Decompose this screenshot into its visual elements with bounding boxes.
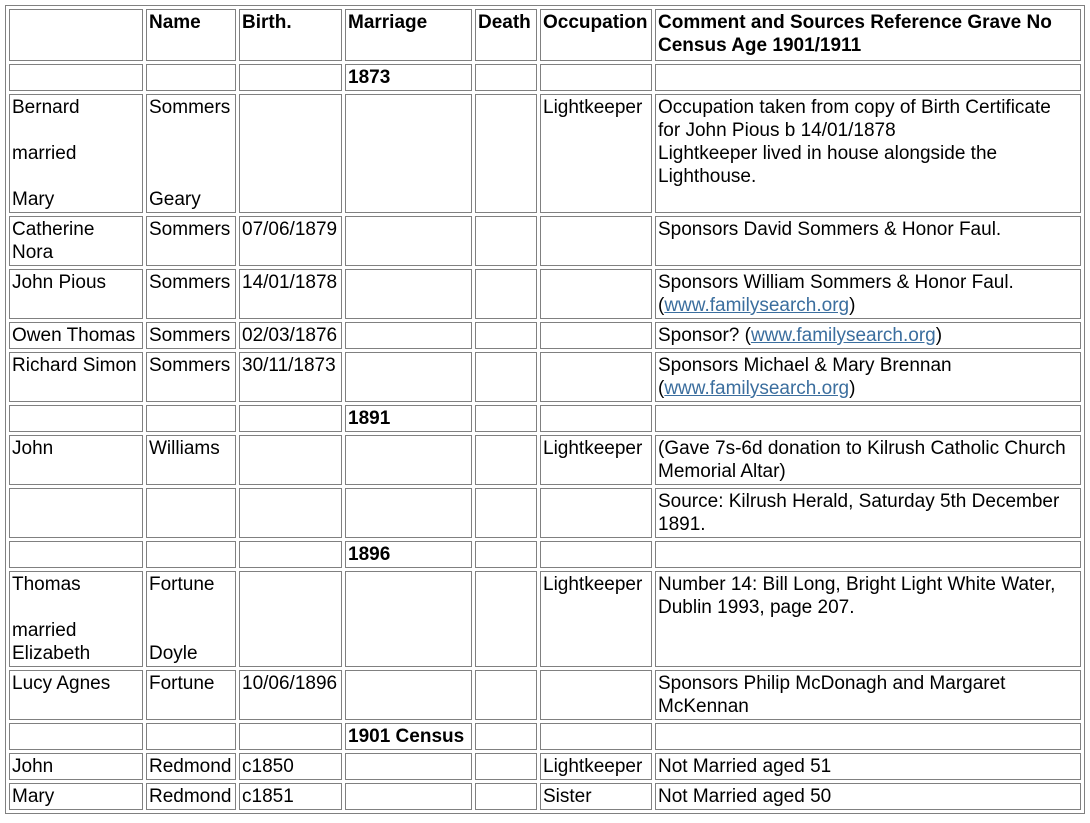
first-name-cell: John — [9, 753, 143, 780]
table-row-lucy — [9, 670, 1081, 720]
surname-cell: Fortune Doyle — [146, 571, 236, 667]
table-row-source-1891 — [9, 488, 1081, 538]
surname-cell: Sommers Geary — [146, 94, 236, 213]
table-row-owen — [9, 322, 1081, 349]
section-row-1891 — [9, 405, 1081, 432]
genealogy-table — [5, 5, 1085, 814]
occupation-cell: Lightkeeper — [540, 753, 652, 780]
birth-cell: c1850 — [239, 753, 342, 780]
birth-cell: c1851 — [239, 783, 342, 810]
surname-cell: Sommers — [146, 322, 236, 349]
first-name-cell: Thomas married Elizabeth — [9, 571, 143, 667]
first-name-cell: Catherine Nora — [9, 216, 143, 266]
occupation-cell: Lightkeeper — [540, 94, 652, 213]
table-row-catherine — [9, 216, 1081, 266]
table-row-john-williams — [9, 435, 1081, 485]
header-marriage: Marriage — [345, 9, 472, 61]
surname-cell: Fortune — [146, 670, 236, 720]
section-row-1873 — [9, 64, 1081, 91]
section-label: 1901 Census — [345, 723, 472, 750]
table-row-john-redmond — [9, 753, 1081, 780]
comment-cell: Sponsors David Sommers & Honor Faul. — [655, 216, 1081, 266]
table-row-richard — [9, 352, 1081, 402]
header-death: Death — [475, 9, 537, 61]
header-occupation: Occupation — [540, 9, 652, 61]
first-name-cell: Mary — [9, 783, 143, 810]
familysearch-link[interactable]: www.familysearch.org — [750, 325, 936, 346]
section-row-1901-census — [9, 723, 1081, 750]
comment-cell: (Gave 7s-6d donation to Kilrush Catholic Church Memorial Altar) — [655, 435, 1081, 485]
occupation-cell: Sister — [540, 783, 652, 810]
header-row — [9, 9, 1081, 61]
birth-cell: 10/06/1896 — [239, 670, 342, 720]
first-name-cell: Bernard married Mary — [9, 94, 143, 213]
first-name-cell: John Pious — [9, 269, 143, 319]
occupation-cell: Lightkeeper — [540, 571, 652, 667]
surname-cell: Williams — [146, 435, 236, 485]
header-birth: Birth. — [239, 9, 342, 61]
birth-cell: 30/11/1873 — [239, 352, 342, 402]
first-name-cell: John — [9, 435, 143, 485]
comment-cell: Not Married aged 50 — [655, 783, 1081, 810]
table-row-bernard — [9, 94, 1081, 213]
header-name: Name — [146, 9, 236, 61]
first-name-cell: Lucy Agnes — [9, 670, 143, 720]
header-comment — [655, 9, 1081, 61]
section-label: 1873 — [345, 64, 472, 91]
birth-cell: 02/03/1876 — [239, 322, 342, 349]
first-name-cell: Richard Simon — [9, 352, 143, 402]
surname-cell: Sommers — [146, 269, 236, 319]
table-row-mary-redmond — [9, 783, 1081, 810]
comment-cell: Source: Kilrush Herald, Saturday 5th December 1891. — [655, 488, 1081, 538]
header-first-name — [9, 9, 143, 61]
comment-cell: Not Married aged 51 — [655, 753, 1081, 780]
section-row-1896 — [9, 541, 1081, 568]
surname-cell: Sommers — [146, 216, 236, 266]
header-comment-line2: Census Age 1901/1911 — [658, 35, 862, 56]
occupation-cell: Lightkeeper — [540, 435, 652, 485]
table-row-john-pious — [9, 269, 1081, 319]
comment-cell: Occupation taken from copy of Birth Certificate for John Pious b 14/01/1878 Lightkeeper lived in house alongside the Lighthouse. — [655, 94, 1081, 213]
surname-cell: Redmond — [146, 783, 236, 810]
comment-cell: Sponsors Philip McDonagh and Margaret McKennan — [655, 670, 1081, 720]
section-label: 1891 — [345, 405, 472, 432]
surname-cell: Redmond — [146, 753, 236, 780]
comment-cell: Sponsors William Sommers & Honor Faul. (www.familysearch.org) — [655, 269, 1081, 319]
familysearch-link[interactable]: www.familysearch.org — [664, 378, 850, 399]
section-label: 1896 — [345, 541, 472, 568]
surname-cell: Sommers — [146, 352, 236, 402]
comment-cell: Sponsor? (www.familysearch.org) — [655, 322, 1081, 349]
comment-cell: Number 14: Bill Long, Bright Light White Water, Dublin 1993, page 207. — [655, 571, 1081, 667]
birth-cell: 07/06/1879 — [239, 216, 342, 266]
familysearch-link[interactable]: www.familysearch.org — [664, 295, 850, 316]
first-name-cell: Owen Thomas — [9, 322, 143, 349]
comment-cell: Sponsors Michael & Mary Brennan (www.familysearch.org) — [655, 352, 1081, 402]
header-comment-line1: Comment and Sources Reference Grave No — [658, 12, 1052, 33]
table-row-thomas — [9, 571, 1081, 667]
birth-cell: 14/01/1878 — [239, 269, 342, 319]
